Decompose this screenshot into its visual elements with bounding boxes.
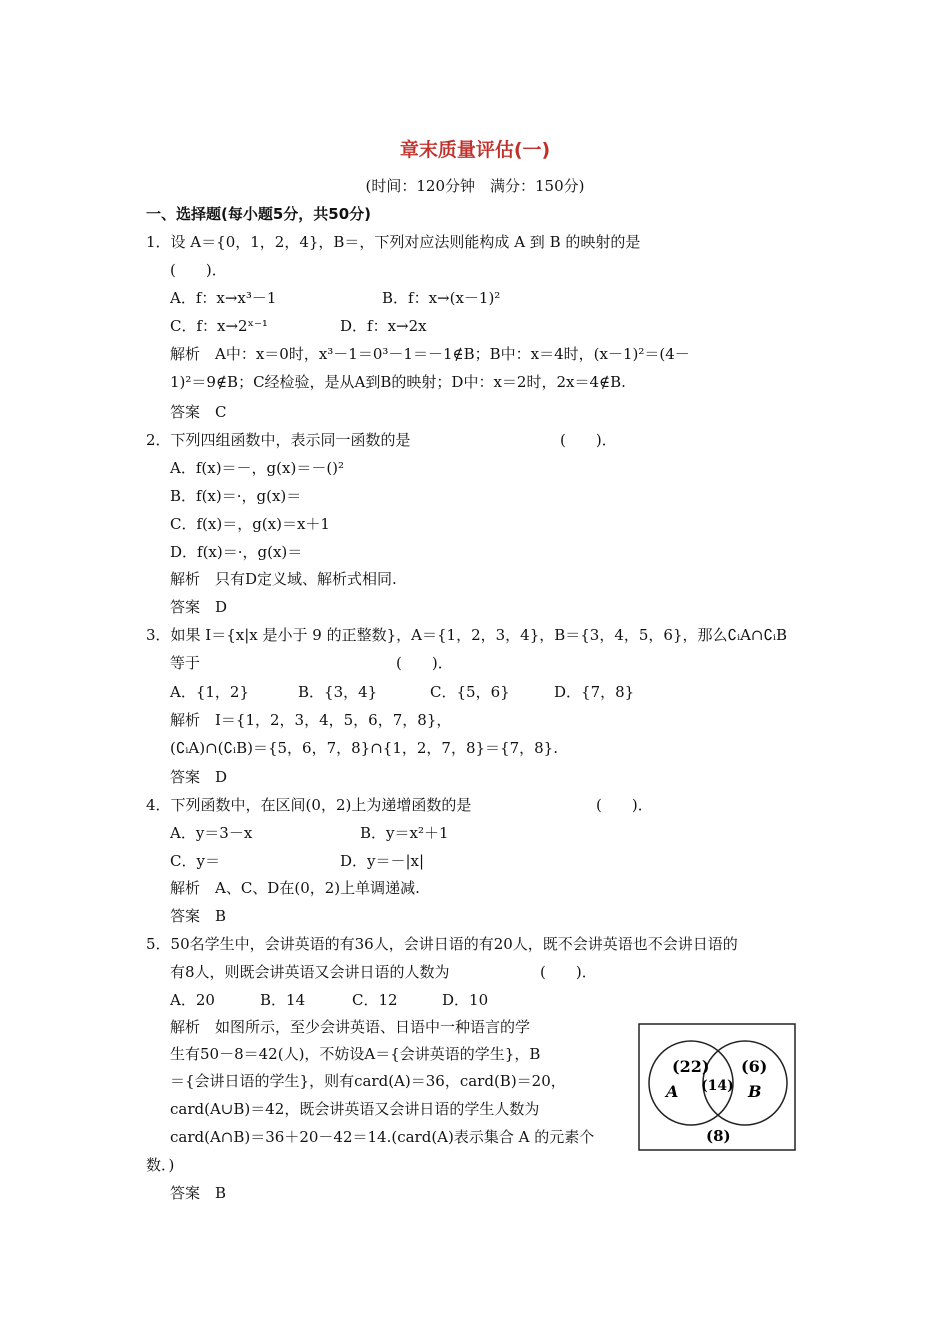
venn-label-a: A: [666, 1082, 679, 1101]
venn-label-b: B: [748, 1082, 762, 1101]
text-line: ( )．: [396, 654, 453, 672]
venn-middle-count: (14): [701, 1078, 734, 1094]
venn-outside-count: (8): [706, 1127, 731, 1145]
text-line: B．f：x→(x－1)²: [382, 289, 501, 307]
text-line: 4．下列函数中，在区间(0，2)上为递增函数的是: [146, 796, 472, 814]
text-line: 数．): [146, 1156, 175, 1174]
page-title: 章末质量评估(一): [399, 139, 551, 161]
text-line: 解析 I＝{1，2，3，4，5，6，7，8}，: [170, 711, 452, 729]
text-line: 解析 只有D定义域、解析式相同.: [170, 570, 397, 588]
text-line: (∁ᵢA)∩(∁ᵢB)＝{5，6，7，8}∩{1，2，7，8}＝{7，8}.: [170, 739, 558, 757]
text-line: ( )．: [560, 431, 617, 449]
text-line: A．20: [170, 991, 215, 1009]
text-line: 生有50－8＝42(人)，不妨设A＝{会讲英语的学生}，B: [170, 1045, 541, 1063]
text-line: B．y＝x²＋1: [360, 824, 449, 842]
text-line: D．f：x→2x: [340, 317, 427, 335]
text-line: C．y＝: [170, 852, 220, 870]
text-line: C．12: [352, 991, 398, 1009]
text-line: 答案 B: [170, 1184, 227, 1202]
text-line: C．{5，6}: [430, 683, 510, 701]
text-line: A．f(x)＝－，g(x)＝－()²: [170, 459, 345, 477]
text-line: 有8人，则既会讲英语又会讲日语的人数为: [170, 963, 450, 981]
text-line: card(A∩B)＝36＋20－42＝14.(card(A)表示集合 A 的元素个: [170, 1128, 595, 1146]
text-line: A．f：x→x³－1: [170, 289, 277, 307]
text-line: ( )．: [596, 796, 653, 814]
text-line: 解析 如图所示，至少会讲英语、日语中一种语言的学: [170, 1018, 531, 1036]
text-line: A．y＝3－x: [170, 824, 253, 842]
text-line: C．f：x→2ˣ⁻¹: [170, 317, 268, 335]
text-line: D．{7，8}: [554, 683, 635, 701]
text-line: B．f(x)＝·，g(x)＝: [170, 487, 302, 505]
venn-left-count: (22): [672, 1057, 710, 1076]
text-line: 答案 D: [170, 768, 228, 786]
text-line: 解析 A中：x＝0时，x³－1＝0³－1＝－1∉B；B中：x＝4时，(x－1)²＝(4－: [170, 345, 690, 363]
text-line: C．f(x)＝，g(x)＝x＋1: [170, 515, 330, 533]
text-line: B．{3，4}: [298, 683, 378, 701]
exam-info: (时间：120分钟 满分：150分): [365, 177, 585, 195]
text-line: 2．下列四组函数中，表示同一函数的是: [146, 431, 411, 449]
text-line: ( )．: [170, 261, 227, 279]
text-line: 答案 C: [170, 403, 227, 421]
text-line: ( )．: [540, 963, 597, 981]
text-line: D．f(x)＝·，g(x)＝: [170, 543, 303, 561]
text-line: ＝{会讲日语的学生}，则有card(A)＝36，card(B)＝20，: [170, 1072, 566, 1090]
text-line: card(A∪B)＝42，既会讲英语又会讲日语的学生人数为: [170, 1100, 540, 1118]
text-line: 等于: [170, 654, 201, 672]
venn-diagram: [638, 1023, 796, 1151]
venn-right-count: (6): [741, 1057, 768, 1076]
text-line: D．10: [442, 991, 489, 1009]
text-line: 3．如果 I＝{x|x 是小于 9 的正整数}，A＝{1，2，3，4}，B＝{3，4，5，6}，那么∁ᵢA∩∁ᵢB: [146, 626, 788, 644]
text-line: D．y＝－|x|: [340, 852, 425, 870]
text-line: B．14: [260, 991, 306, 1009]
text-line: 解析 A、C、D在(0，2)上单调递减.: [170, 879, 420, 897]
section-heading: 一、选择题(每小题5分，共50分): [146, 205, 372, 223]
text-line: 答案 D: [170, 598, 228, 616]
text-line: 1．设 A＝{0，1，2，4}，B＝，下列对应法则能构成 A 到 B 的映射的是: [146, 233, 641, 251]
text-line: 1)²＝9∉B；C经检验，是从A到B的映射；D中：x＝2时，2x＝4∉B.: [170, 373, 626, 391]
text-line: 5．50名学生中，会讲英语的有36人，会讲日语的有20人，既不会讲英语也不会讲日语的: [146, 935, 738, 953]
text-line: 答案 B: [170, 907, 227, 925]
text-line: A．{1，2}: [170, 683, 250, 701]
